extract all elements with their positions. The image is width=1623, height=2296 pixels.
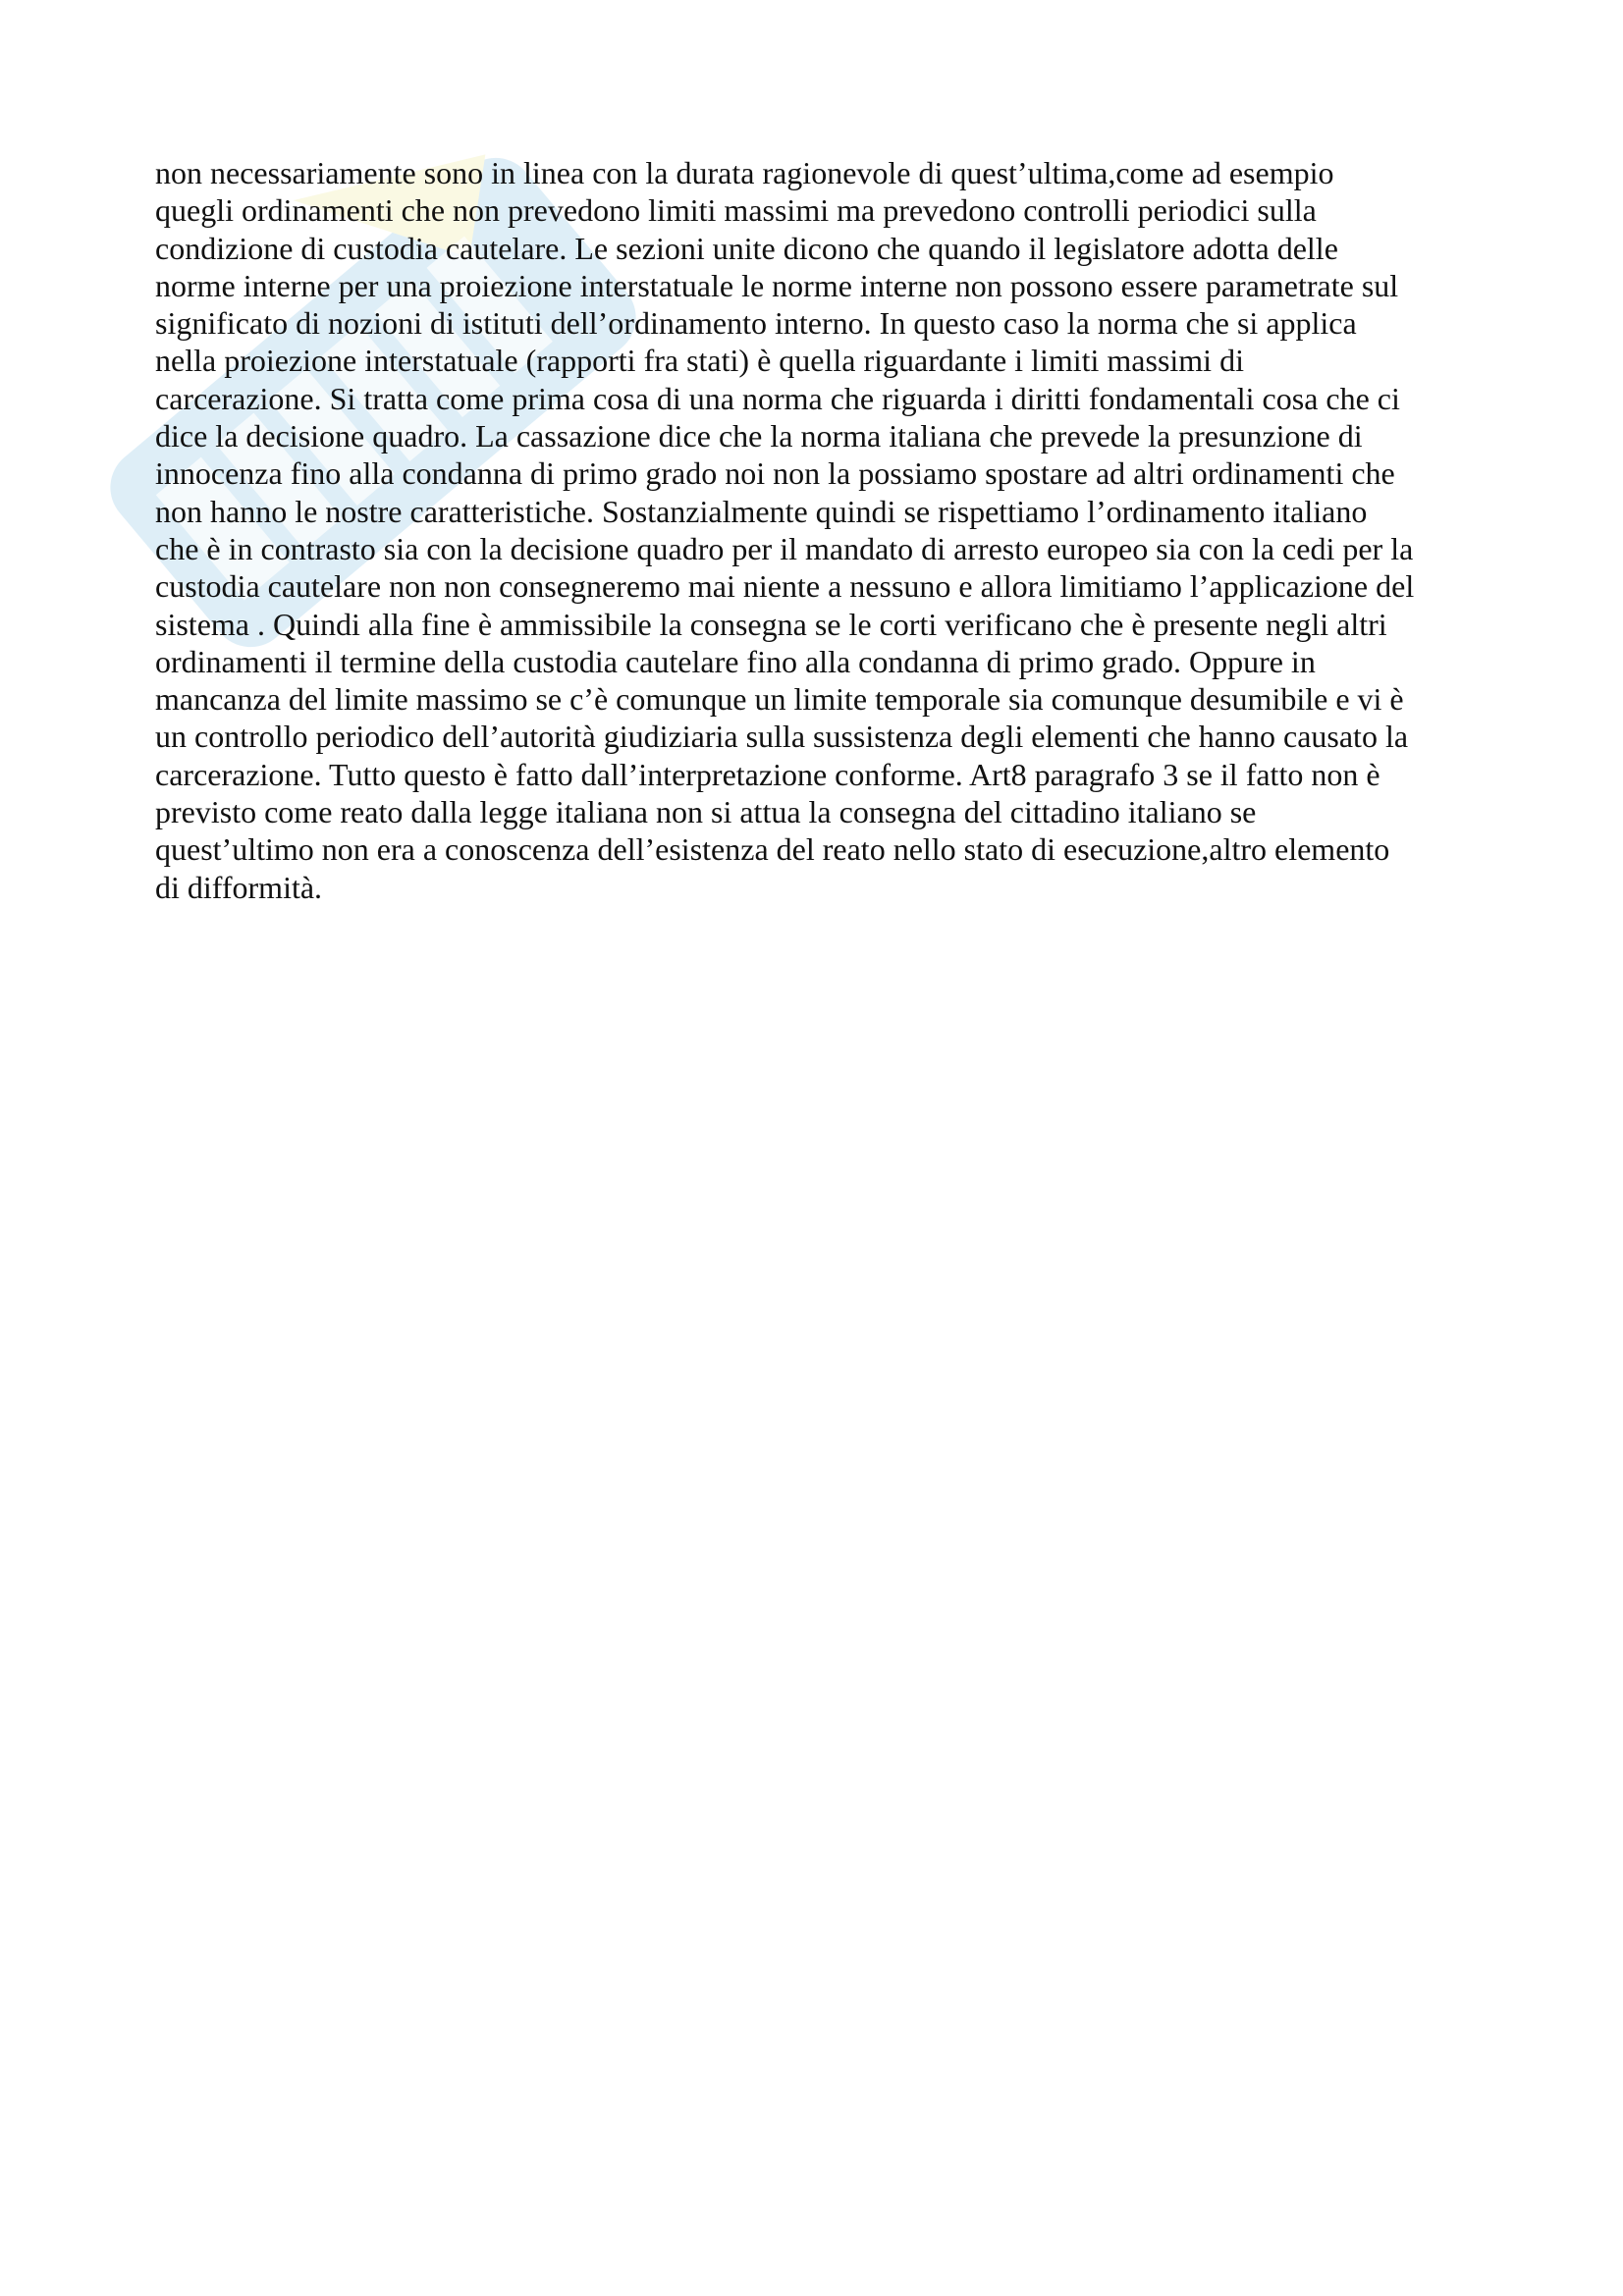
text-line: non necessariamente sono in linea con la durata ragionevole di quest’ultima,come ad esempio bbox=[155, 155, 1334, 190]
text-line: non hanno le nostre caratteristiche. Sostanzialmente quindi se rispettiamo l’ordinamento italiano bbox=[155, 493, 1368, 529]
text-line: innocenza fino alla condanna di primo grado noi non la possiamo spostare ad altri ordinamenti che bbox=[155, 455, 1395, 492]
text-line: un controllo periodico dell’autorità giudiziaria sulla sussistenza degli elementi che hanno causato la bbox=[155, 719, 1409, 755]
text-line: carcerazione. Tutto questo è fatto dall’interpretazione conforme. Art8 paragrafo 3 se il fatto non è bbox=[155, 756, 1380, 792]
text-line: ordinamenti il termine della custodia cautelare fino alla condanna di primo grado. Oppure in bbox=[155, 643, 1316, 679]
text-line: quest’ultimo non era a conoscenza dell’esistenza del reato nello stato di esecuzione,altro elemento bbox=[155, 831, 1390, 868]
text-line: sistema . Quindi alla fine è ammissibile la consegna se le corti verificano che è presente negli altri bbox=[155, 606, 1387, 642]
text-line: carcerazione. Si tratta come prima cosa di una norma che riguarda i diritti fondamentali cosa che ci bbox=[155, 380, 1400, 416]
text-line: di difformità. bbox=[155, 869, 323, 905]
body-text bbox=[155, 154, 1490, 906]
text-line: quegli ordinamenti che non prevedono limiti massimi ma prevedono controlli periodici sulla bbox=[155, 192, 1317, 229]
text-line: previsto come reato dalla legge italiana non si attua la consegna del cittadino italiano se bbox=[155, 794, 1257, 830]
text-line: dice la decisione quadro. La cassazione dice che la norma italiana che prevede la presunzione di bbox=[155, 418, 1363, 454]
text-line: mancanza del limite massimo se c’è comunque un limite temporale sia comunque desumibile e vi è bbox=[155, 681, 1404, 718]
text-line: condizione di custodia cautelare. Le sezioni unite dicono che quando il legislatore adotta delle bbox=[155, 230, 1338, 266]
text-line: che è in contrasto sia con la decisione quadro per il mandato di arresto europeo sia con la cedi per la bbox=[155, 530, 1414, 566]
text-line: norme interne per una proiezione interstatuale le norme interne non possono essere parametrate sul bbox=[155, 267, 1399, 303]
text-line: custodia cautelare non non consegneremo mai niente a nessuno e allora limitiamo l’applicazione del bbox=[155, 568, 1415, 605]
text-line: significato di nozioni di istituti dell’ordinamento interno. In questo caso la norma che si applica bbox=[155, 305, 1357, 342]
text-line: nella proiezione interstatuale (rapporti fra stati) è quella riguardante i limiti massimi di bbox=[155, 343, 1244, 379]
